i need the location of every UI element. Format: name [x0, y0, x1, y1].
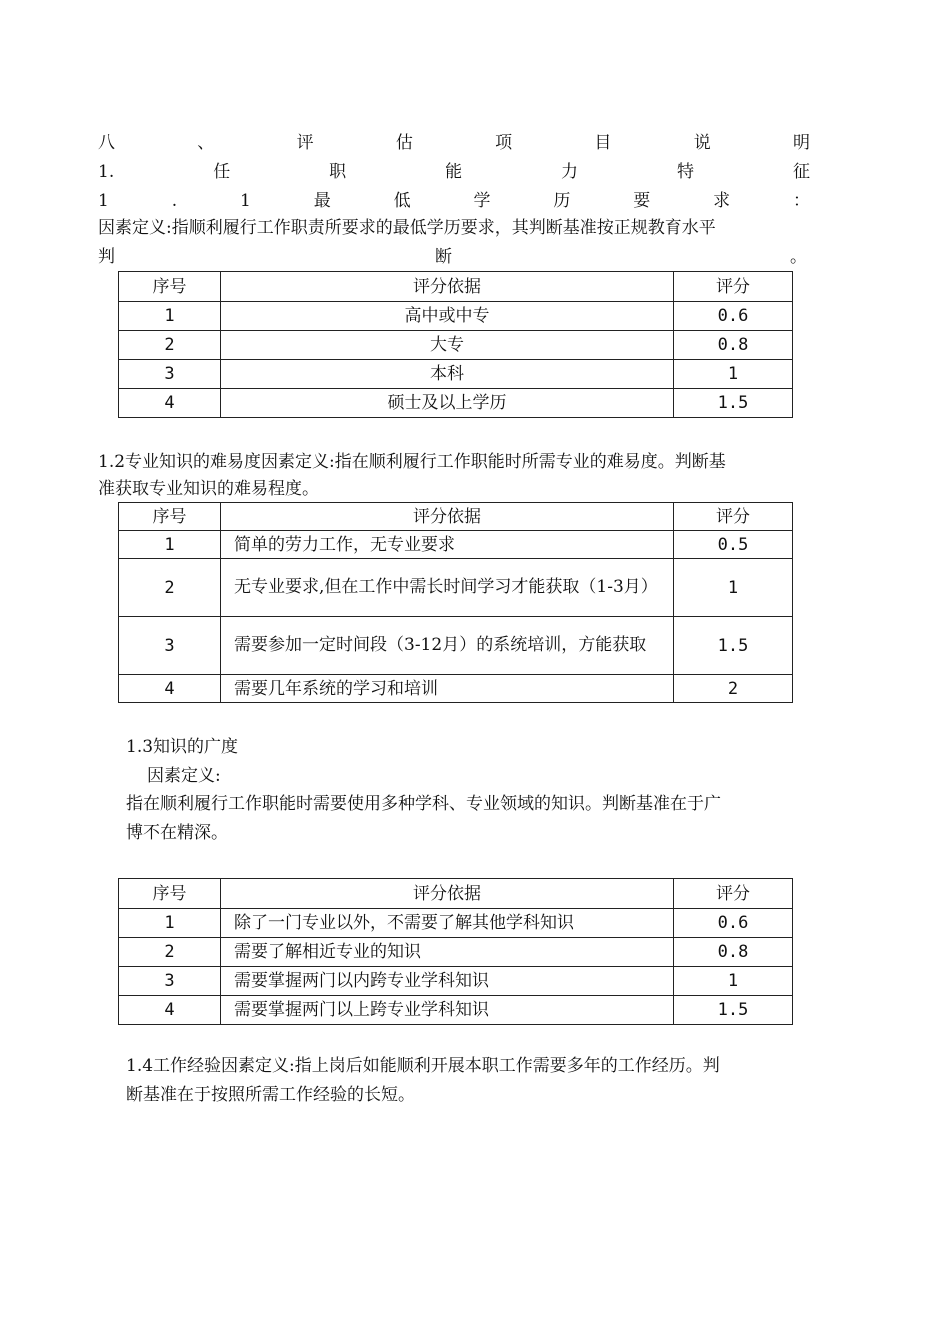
table-header-row	[119, 879, 793, 909]
knowledge-breadth-table	[118, 878, 793, 1025]
definition-1-2-line1: 1.2专业知识的难易度因素定义:指在顺利履行工作职能时所需专业的难易度。判断基	[98, 452, 726, 472]
table-row	[119, 675, 793, 703]
heading-char: 说	[693, 133, 711, 153]
row-basis: 硕士及以上学历	[221, 389, 674, 418]
sub-subheading-1-1	[98, 189, 810, 213]
table-row	[119, 331, 793, 360]
heading-char: 八	[98, 133, 115, 153]
row-score: 1.5	[674, 617, 793, 675]
row-no: 2	[119, 331, 221, 360]
definition-1-2-line2: 准获取专业知识的难易程度。	[98, 479, 319, 499]
heading-char: 估	[395, 133, 413, 153]
row-score: 1	[674, 559, 793, 617]
row-no: 3	[119, 967, 221, 996]
header-score: 评分	[674, 272, 793, 302]
row-basis: 需要参加一定时间段（3-12月）的系统培训，方能获取	[221, 617, 674, 675]
row-score: 1.5	[674, 389, 793, 418]
row-score: 1	[674, 967, 793, 996]
section-1-3-title: 1.3知识的广度	[126, 737, 239, 757]
subheading-char: 任	[213, 162, 231, 182]
sub11-char: 学	[473, 191, 491, 211]
sub11-char: 1	[98, 191, 109, 211]
row-basis: 简单的劳力工作，无专业要求	[221, 531, 674, 559]
subheading	[98, 160, 810, 184]
definition-1-3-line1: 指在顺利履行工作职能时需要使用多种学科、专业领域的知识。判断基准在于广	[126, 794, 721, 814]
row-no: 3	[119, 617, 221, 675]
table-row	[119, 360, 793, 389]
header-basis: 评分依据	[221, 879, 674, 909]
header-no: 序号	[119, 272, 221, 302]
table-row	[119, 389, 793, 418]
row-basis: 需要掌握两门以内跨专业学科知识	[221, 967, 674, 996]
definition-1-1-char: 断	[435, 247, 452, 267]
table-row	[119, 531, 793, 559]
sub11-char: 要	[633, 191, 651, 211]
row-basis: 除了一门专业以外，不需要了解其他学科知识	[221, 909, 674, 938]
row-no: 3	[119, 360, 221, 389]
section-1-3-label: 因素定义:	[147, 766, 221, 786]
row-no: 2	[119, 938, 221, 967]
table-row	[119, 302, 793, 331]
table-header-row	[119, 503, 793, 531]
subheading-char: 特	[677, 162, 694, 182]
definition-1-1-char: 判	[98, 247, 115, 267]
heading-char: 项	[495, 133, 513, 153]
row-no: 1	[119, 909, 221, 938]
heading-char: 目	[594, 133, 612, 153]
definition-1-1-char: 。	[790, 247, 807, 267]
row-no: 4	[119, 675, 221, 703]
education-table	[118, 271, 793, 418]
row-no: 2	[119, 559, 221, 617]
header-no: 序号	[119, 879, 221, 909]
subheading-char: 能	[445, 162, 463, 182]
table-row	[119, 617, 793, 675]
subheading-char: 力	[561, 162, 579, 182]
row-no: 1	[119, 531, 221, 559]
header-basis: 评分依据	[221, 272, 674, 302]
table-row	[119, 967, 793, 996]
definition-1-4-line1: 1.4工作经验因素定义:指上岗后如能顺利开展本职工作需要多年的工作经历。判	[126, 1056, 720, 1076]
header-score: 评分	[674, 879, 793, 909]
subheading-char: 1.	[98, 162, 115, 182]
row-basis: 无专业要求,但在工作中需长时间学习才能获取（1-3月）	[221, 559, 674, 617]
section-heading	[98, 131, 810, 155]
knowledge-difficulty-table	[118, 502, 793, 703]
table-row	[119, 559, 793, 617]
definition-1-1-line1: 因素定义:指顺利履行工作职责所要求的最低学历要求，其判断基准按正规教育水平	[98, 218, 716, 238]
row-score: 1	[674, 360, 793, 389]
heading-char: 评	[296, 133, 314, 153]
row-basis: 需要掌握两门以上跨专业学科知识	[221, 996, 674, 1025]
sub11-char: 低	[393, 191, 411, 211]
row-score: 0.6	[674, 909, 793, 938]
table-row	[119, 996, 793, 1025]
row-basis: 高中或中专	[221, 302, 674, 331]
table-row	[119, 938, 793, 967]
header-no: 序号	[119, 503, 221, 531]
row-score: 0.6	[674, 302, 793, 331]
row-no: 4	[119, 996, 221, 1025]
sub11-char: 求	[713, 191, 731, 211]
row-score: 2	[674, 675, 793, 703]
row-score: 0.8	[674, 938, 793, 967]
heading-char: 明	[792, 133, 810, 153]
table-row	[119, 909, 793, 938]
row-score: 1.5	[674, 996, 793, 1025]
row-score: 0.8	[674, 331, 793, 360]
row-basis: 本科	[221, 360, 674, 389]
sub11-char: 历	[553, 191, 571, 211]
sub11-char: .	[171, 191, 178, 211]
sub11-char: 最	[313, 191, 331, 211]
definition-1-3-line2: 博不在精深。	[126, 823, 228, 843]
subheading-char: 征	[792, 162, 810, 182]
heading-char: 、	[197, 133, 215, 153]
row-basis: 大专	[221, 331, 674, 360]
table-header-row	[119, 272, 793, 302]
row-score: 0.5	[674, 531, 793, 559]
row-basis: 需要了解相近专业的知识	[221, 938, 674, 967]
definition-1-4-line2: 断基准在于按照所需工作经验的长短。	[126, 1085, 415, 1105]
row-basis: 需要几年系统的学习和培训	[221, 675, 674, 703]
row-no: 4	[119, 389, 221, 418]
sub11-char: ：	[792, 191, 810, 211]
header-score: 评分	[674, 503, 793, 531]
header-basis: 评分依据	[221, 503, 674, 531]
row-no: 1	[119, 302, 221, 331]
sub11-char: 1	[239, 191, 251, 211]
subheading-char: 职	[329, 162, 347, 182]
